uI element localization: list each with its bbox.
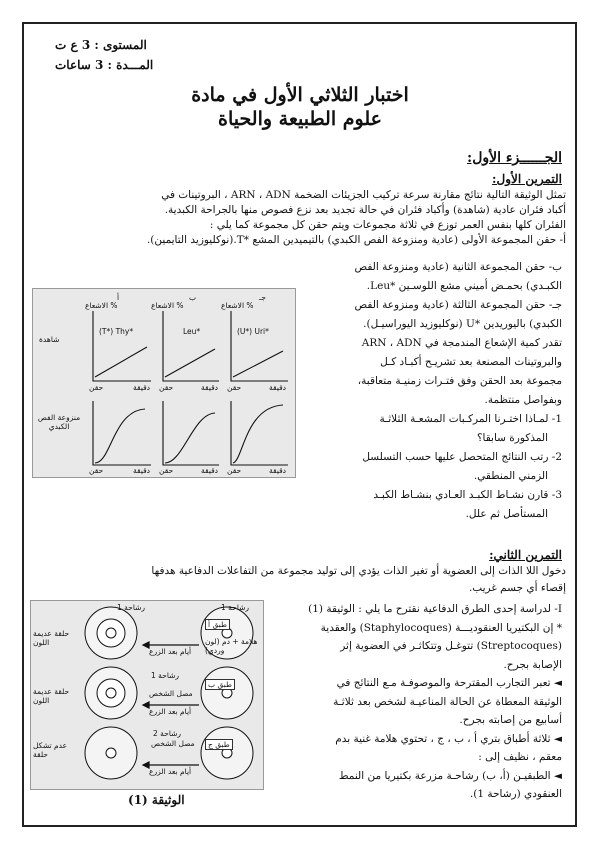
- x-axis-label: دقيقة: [269, 466, 287, 475]
- exercise1-line: تمثل الوثيقة التالية نتائج مقارنة سرعة تركيب الجزيئات الضخمة ARN ، ADN ، البروتينات في: [161, 189, 566, 201]
- x-axis-label: دقيقة: [133, 466, 151, 475]
- filtrate-label: رشاحة 1: [221, 603, 250, 612]
- curve-uri-regen: [233, 405, 283, 463]
- no-halo-label: عدم تشكل حلقة: [33, 741, 68, 759]
- y-axis-label: الاشعاع %: [85, 301, 118, 310]
- document1-caption: الوثيقة (1): [128, 793, 185, 807]
- days-label: أيام بعد الزرع: [149, 707, 192, 716]
- exercise2-line: الوثيقة المعطاة عن الحالة المناعيـة لشخص بعد ثلاثـة: [333, 695, 562, 708]
- halo-label: حلقة عديمة اللون: [33, 629, 70, 647]
- x-axis-label: دقيقة: [269, 383, 287, 392]
- exercise2-line: الإصابة بجرح.: [503, 658, 562, 671]
- exercise2-line: ◄ تعبر التجارب المقترحة والموصوفـة مـع النتائج في: [336, 677, 562, 689]
- axis: [231, 401, 288, 465]
- exercise2-line: ◄ الطبقيـن (أ، ب) رشاحـة مزرعة بكتيريا من النمط: [338, 769, 562, 782]
- medium-label: هلامة + دم (لون وردي): [205, 637, 258, 655]
- exercise2-line: I- لدراسة إحدى الطرق الدفاعية نقترح ما يلي : الوثيقة (1): [308, 603, 562, 615]
- question-2: 2- رتب النتائج المتحصل عليها حسب التسلسل: [362, 451, 562, 463]
- row-label-regenerating: منزوعة الفص الكبدي: [37, 413, 81, 431]
- panel-label-c: جـ: [259, 293, 266, 302]
- bacteria-a: [106, 628, 116, 638]
- y-axis-label: الاشعاع %: [151, 301, 184, 310]
- exercise1-text-line: ب- حقن المجموعة الثانية (عادية ومنزوعة الفص: [354, 261, 562, 273]
- curve-label-thy: (T*) Thy*: [99, 327, 134, 336]
- axis: [93, 311, 151, 381]
- days-label: أيام بعد الزرع: [149, 767, 192, 776]
- exercise1-text-line: تقدر كمية الإشعاع المندمجة في ARN ، ADN: [361, 337, 562, 349]
- axis: [163, 311, 219, 381]
- serum-label: مصل الشخص: [149, 689, 193, 698]
- plate-label-c: طبق ج: [205, 739, 233, 750]
- exercise2-title: التمرين الثاني:: [489, 548, 562, 562]
- axis: [231, 311, 288, 381]
- duration-label: المـــدة : 3 ساعات: [55, 58, 154, 72]
- filtrate-label: رشاحة 1: [151, 671, 180, 680]
- halo-label: حلقة عديمة اللون: [33, 687, 70, 705]
- exercise1-line: الفئران كلها بنفس العمر توزع في ثلاثة مجموعات ويتم حقن كل مجموعة كما يلي :: [209, 219, 566, 231]
- panel-label-b: ب: [189, 293, 197, 302]
- figure1-graphs: [32, 288, 296, 478]
- exercise1-text-line: جـ- حقن المجموعة الثالثة (عادية ومنزوعة الفص: [354, 299, 562, 311]
- axis: [93, 401, 151, 465]
- curve-leu-regen: [165, 413, 215, 463]
- origin-label: حقن: [159, 466, 174, 475]
- question-3: 3- قارن نشـاط الكبـد العـادي بنشـاط الكبـد: [373, 489, 562, 501]
- origin-label: حقن: [159, 383, 174, 392]
- question-3-cont: المستأصل ثم علل.: [465, 508, 548, 520]
- exam-title-line2: علوم الطبيعة والحياة: [218, 108, 382, 130]
- curve-leu-control: [165, 349, 215, 377]
- bacteria-c: [106, 748, 116, 758]
- exercise2-text: [262, 600, 562, 804]
- exercise1-intro: [31, 188, 566, 248]
- exercise1-title: التمرين الأول:: [492, 172, 562, 186]
- exercise2-line: * إن البكتيريا العنقوديـــة (Staphylocoques) والعقدية: [320, 621, 562, 634]
- curve-uri-control: [233, 351, 283, 377]
- part1-heading: الجــــــزء الأول:: [467, 150, 562, 166]
- y-axis-label: الاشعاع %: [221, 301, 254, 310]
- exercise1-line: أكباد فئران عادية (شاهدة) وأكباد فئران في حالة تجديد بعد نزع فصوص منها بالجراحة الكبدية.: [164, 204, 566, 216]
- exercise1-text-line: وبفواصل منتظمة.: [484, 394, 562, 406]
- exercise1-text-line: مجموعة بعد الحقن وفق فتـرات زمنيـة متعاقبة،: [357, 375, 562, 387]
- panel-label-a: أ: [117, 293, 120, 302]
- question-2-cont: الزمني المنطقي.: [473, 470, 548, 482]
- row-label-control: شاهدة: [39, 335, 60, 344]
- exercise2-line: ◄ ثلاثة أطباق بتري أ ، ب ، ج ، تحتوي هلامة غنية بدم: [335, 732, 562, 745]
- plate-label-a: طبق أ: [205, 619, 230, 630]
- exercise2-intro-line: إقصاء أي جسم غريب.: [468, 582, 566, 594]
- serum-label: مصل الشخص: [151, 739, 195, 748]
- origin-label: حقن: [89, 383, 104, 392]
- filtrate-label: رشاحة 2: [153, 729, 182, 738]
- curve-thy-control: [95, 347, 147, 377]
- exercise1-line: أ- حقن المجموعة الأولى (عادية ومنزوعة الفص الكبدي) بالتيميدين المشع *T.(نوكليوزيد التايمين).: [146, 234, 566, 246]
- exercise2-intro-line: دخول اللا الذات إلى العضوية أو تغير الذات يؤدي إلى توليد مجموعة من التفاعلات الدفاعية هدفها: [151, 565, 566, 577]
- x-axis-label: دقيقة: [201, 466, 219, 475]
- exercise1-questions: [297, 258, 562, 524]
- curve-label-uri: (U*) Uri*: [237, 327, 269, 336]
- days-label: أيام بعد الزرع: [149, 647, 192, 656]
- axis: [163, 401, 219, 465]
- exercise2-line: (Streptocoques) تتوغـل وتتكاثـر في العضوية إثر: [340, 640, 562, 652]
- exercise2-line: أسابيع من إصابته بجرح.: [459, 714, 562, 726]
- exercise2-line: معقم ، نظيف إلى :: [478, 751, 562, 763]
- exercise1-text-line: الكبـدي) بحمـض أميني مشع اللوسـين *Leu.: [366, 280, 562, 292]
- x-axis-label: دقيقة: [201, 383, 219, 392]
- curve-label-leu: Leu*: [183, 327, 201, 336]
- figure2-petri-plates: [30, 600, 264, 790]
- exercise1-text-line: الكبدي) باليوريدين *U (نوكليوزيد اليوراسيـل).: [363, 318, 562, 330]
- exercise2-line: العنقودي (رشاحة 1).: [469, 788, 562, 800]
- level-label: المستوى : 3 ع ت: [55, 38, 147, 52]
- plate-label-b: طبق ب: [205, 679, 235, 690]
- question-1: 1- لمـاذا اختـرنا المركـبات المشعـة الثلاثـة: [379, 413, 562, 425]
- origin-label: حقن: [227, 383, 242, 392]
- exam-title-line1: اختبار الثلاثي الأول في مادة: [191, 84, 409, 106]
- curve-thy-regen: [95, 409, 145, 463]
- question-1-cont: المذكورة سابقا؟: [476, 432, 548, 444]
- origin-label: حقن: [227, 466, 242, 475]
- filtrate-label: رشاحة 1: [117, 603, 146, 612]
- bacteria-b: [106, 688, 116, 698]
- exercise1-text-line: والبروتينات المصنعة بعد تشريـح أكبـاد كـل: [380, 356, 562, 368]
- origin-label: حقن: [89, 466, 104, 475]
- x-axis-label: دقيقة: [133, 383, 151, 392]
